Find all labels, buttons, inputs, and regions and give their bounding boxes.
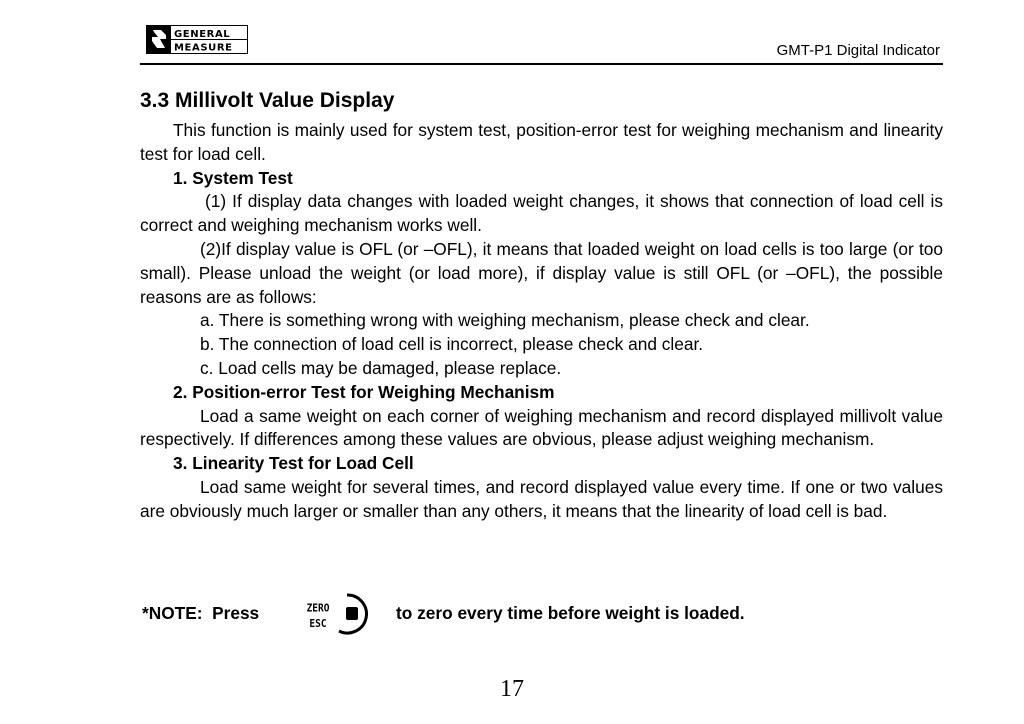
system-test-paragraph-2: (2)If display value is OFL (or –OFL), it means that loaded weight on load cells is too large (or too small). Please unload the weight (or load more), if display value is still OFL (or –OFL), the possible reasons are as follows: (140, 238, 943, 307)
list-item: a. There is something wrong with weighing mechanism, please check and clear. (200, 310, 810, 331)
svg-text:GENERAL: GENERAL (174, 29, 231, 40)
linearity-test-heading: 3. Linearity Test for Load Cell (173, 453, 414, 474)
key-label-bottom: ESC (309, 618, 327, 631)
list-item: b. The connection of load cell is incorrect, please check and clear. (200, 334, 704, 355)
note-label: *NOTE: Press (142, 603, 260, 623)
header-rule (140, 63, 943, 65)
section-title: 3.3 Millivolt Value Display (140, 89, 395, 112)
position-test-paragraph: Load a same weight on each corner of weighing mechanism and record displayed millivolt value respectively. If differences among these values are obvious, please adjust weighing mechanism. (140, 405, 943, 450)
document-title: GMT-P1 Digital Indicator (776, 42, 940, 59)
note-text: to zero every time before weight is loaded. (396, 603, 745, 623)
position-test-heading: 2. Position-error Test for Weighing Mechanism (173, 381, 555, 402)
key-label-top: ZERO (306, 603, 330, 615)
system-test-paragraph-1: (1) If display data changes with loaded weight changes, it shows that connection of load cell is correct and weighing mechanism works well. (140, 191, 943, 236)
note-line (140, 590, 943, 638)
list-item: c. Load cells may be damaged, please replace. (200, 357, 562, 378)
general-measure-logo (146, 25, 248, 54)
linearity-test-paragraph: Load same weight for several times, and record displayed value every time. If one or two values are obviously much larger or smaller than any others, it means that the linearity of load cell is bad. (140, 476, 943, 521)
svg-text:MEASURE: MEASURE (174, 42, 233, 54)
system-test-heading: 1. System Test (173, 167, 293, 188)
intro-paragraph: This function is mainly used for system test, position-error test for weighing mechanism and linearity test for load cell. (140, 120, 943, 164)
page-number: 17 (500, 676, 524, 702)
zero-esc-key-icon (303, 592, 373, 636)
section-body (140, 88, 943, 524)
